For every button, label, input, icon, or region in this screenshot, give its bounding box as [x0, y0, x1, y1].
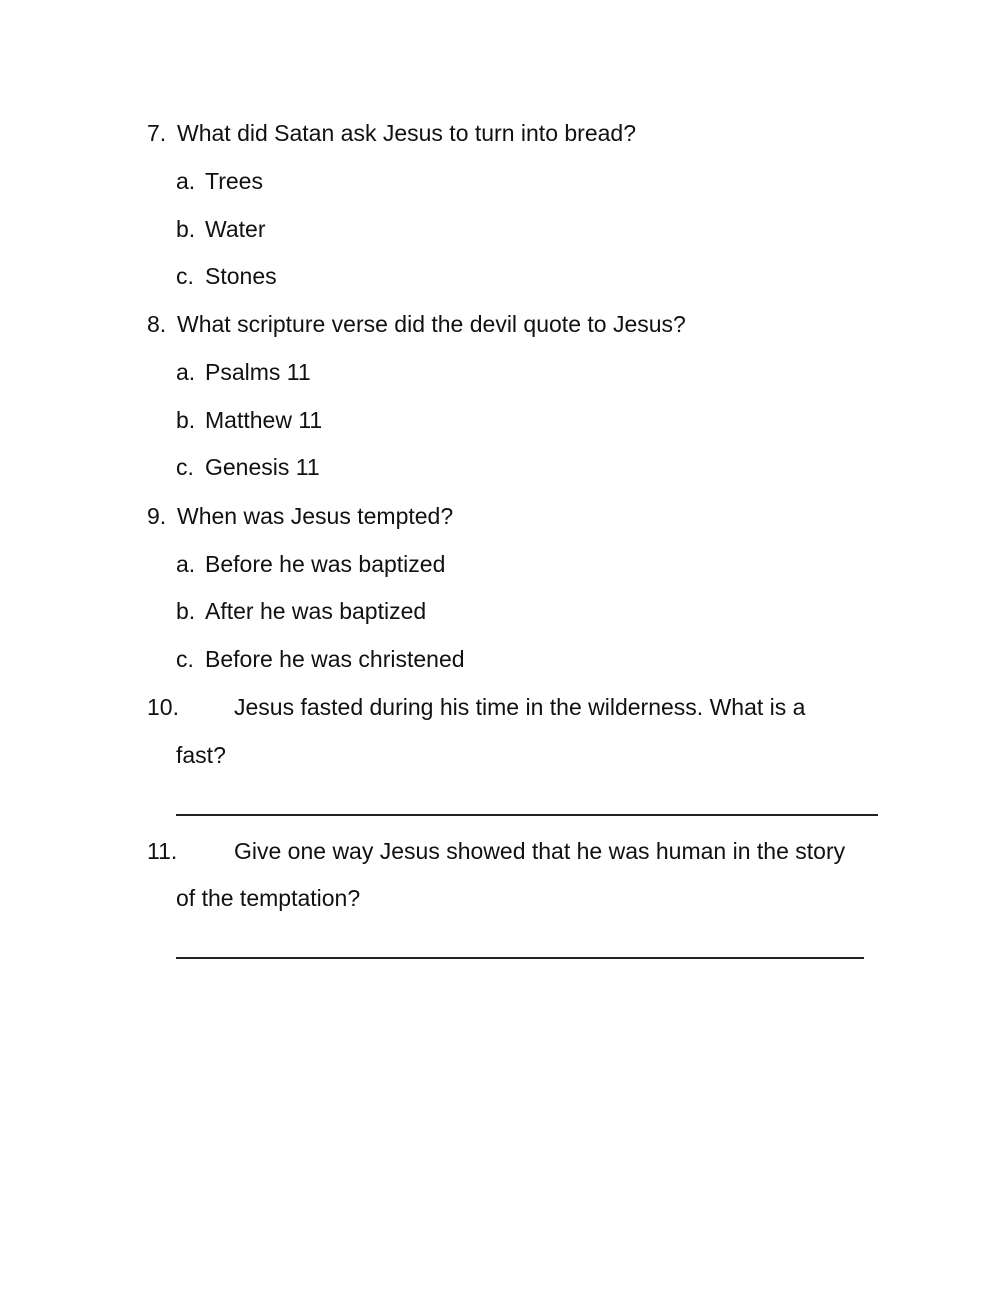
option-text: Trees [205, 168, 263, 194]
option-letter: c. [176, 646, 194, 672]
question-8 [147, 310, 686, 338]
question-7 [147, 119, 636, 147]
option-letter: b. [176, 407, 196, 433]
question-text: Give one way Jesus showed that he was human in the story [234, 838, 846, 864]
question-text: What scripture verse did the devil quote to Jesus? [177, 311, 686, 337]
question-7-option-a [176, 167, 263, 195]
question-number: 9. [147, 503, 167, 529]
option-letter: a. [176, 551, 196, 577]
option-text: Matthew 11 [205, 407, 323, 433]
question-10 [147, 693, 805, 721]
question-8-option-b [176, 406, 322, 434]
question-number: 10. [147, 694, 179, 720]
question-9-option-a [176, 550, 445, 578]
question-9-option-c [176, 645, 465, 673]
question-8-option-a [176, 358, 311, 386]
question-7-option-c [176, 262, 277, 290]
option-letter: c. [176, 263, 194, 289]
question-8-option-c [176, 453, 320, 481]
question-text: What did Satan ask Jesus to turn into bread? [177, 120, 636, 146]
option-text: After he was baptized [205, 598, 427, 624]
question-7-option-b [176, 215, 266, 243]
option-letter: a. [176, 168, 196, 194]
question-11-continuation: of the temptation? [176, 885, 361, 911]
question-10-continuation: fast? [176, 742, 226, 768]
question-number: 7. [147, 120, 167, 146]
option-letter: a. [176, 359, 196, 385]
option-text: Psalms 11 [205, 359, 311, 385]
question-number: 11. [147, 838, 178, 864]
answer-line-11[interactable] [176, 957, 864, 959]
question-text: When was Jesus tempted? [177, 503, 454, 529]
answer-line-10[interactable] [176, 814, 878, 816]
option-text: Genesis 11 [205, 454, 320, 480]
option-letter: b. [176, 216, 196, 242]
question-number: 8. [147, 311, 167, 337]
option-text: Before he was baptized [205, 551, 446, 577]
question-9 [147, 502, 453, 530]
question-text: Jesus fasted during his time in the wilderness. What is a [234, 694, 806, 720]
option-text: Before he was christened [205, 646, 465, 672]
option-letter: b. [176, 598, 196, 624]
option-text: Stones [205, 263, 277, 289]
option-text: Water [205, 216, 266, 242]
option-letter: c. [176, 454, 194, 480]
question-9-option-b [176, 597, 426, 625]
question-11 [147, 837, 845, 865]
